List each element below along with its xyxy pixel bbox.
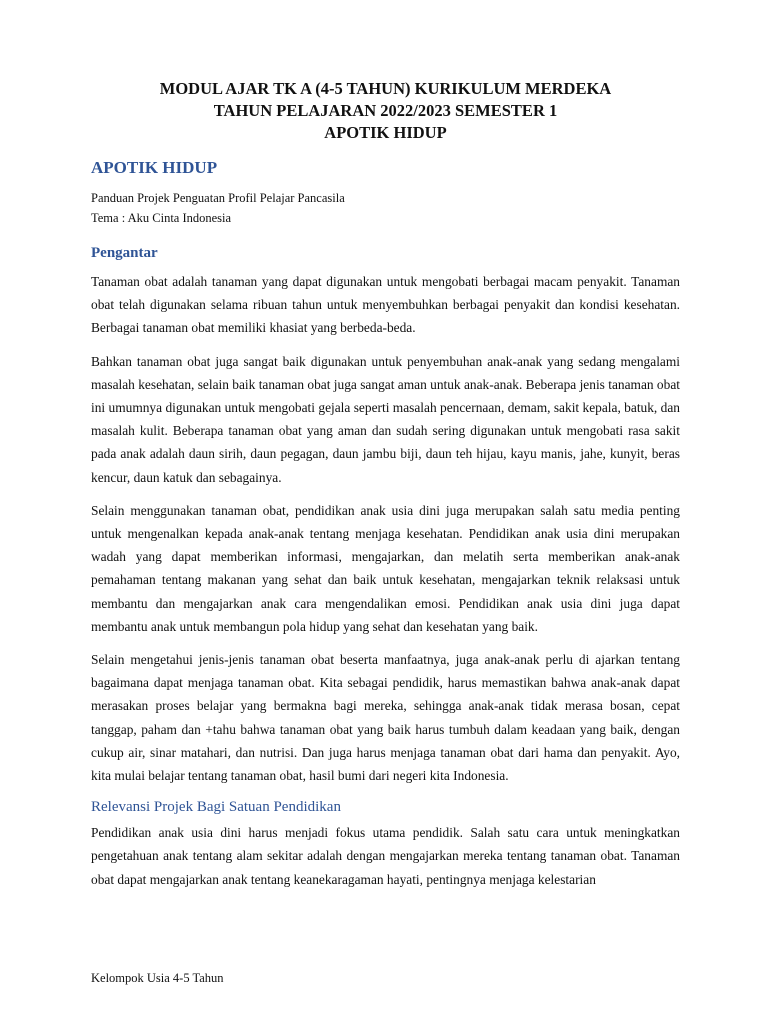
intro-paragraph-2: Bahkan tanaman obat juga sangat baik digunakan untuk penyembuhan anak-anak yang sedang mengalami masalah kesehatan, selain baik tanaman obat juga sangat aman untuk anak-anak. Beberapa jenis tanaman obat ini umumnya digunakan untuk mengobati gejala seperti masalah pencernaan, demam, sakit kepala, batuk, dan masalah kulit. Beberapa tanaman obat yang aman dan sudah sering digunakan untuk mengobati rasa sakit pada anak adalah daun sirih, daun pegagan, daun jambu biji, daun teh hijau, kayu manis, jahe, kunyit, beras kencur, daun katuk dan sebagainya. <box>91 353 680 485</box>
module-heading: APOTIK HIDUP <box>91 158 218 177</box>
document-title <box>91 78 680 144</box>
title-line-3: APOTIK HIDUP <box>324 123 447 142</box>
intro-paragraph-3: Selain menggunakan tanaman obat, pendidikan anak usia dini juga merupakan salah satu media penting untuk mengenalkan kepada anak-anak tentang menjaga kesehatan. Pendidikan anak usia dini merupakan wadah yang dapat memberikan informasi, mengajarkan, dan melatih serta memberikan anak-anak pemahaman tentang makanan yang sehat dan baik untuk kesehatan, mengajarkan teknik relaksasi untuk membantu dan mengajarkan anak cara mengendalikan emosi. Pendidikan anak usia dini juga dapat membantu anak untuk membangun pola hidup yang sehat dan kesehatan yang baik. <box>91 502 680 634</box>
intro-heading: Pengantar <box>91 245 158 261</box>
relevance-heading: Relevansi Projek Bagi Satuan Pendidikan <box>91 799 341 816</box>
intro-paragraph-1: Tanaman obat adalah tanaman yang dapat digunakan untuk mengobati berbagai macam penyakit. Tanaman obat telah digunakan selama ribuan tahun untuk menyembuhkan berbagai penyakit dan kondisi kesehatan. Berbagai tanaman obat memiliki khasiat yang berbeda-beda. <box>91 274 680 336</box>
intro-paragraph-4: Selain mengetahui jenis-jenis tanaman obat beserta manfaatnya, juga anak-anak perlu di ajarkan tentang bagaimana dapat menjaga tanaman obat. Kita sebagai pendidik, harus memastikan bahwa anak-anak dapat merasakan proses belajar yang bermakna bagi mereka, sehingga anak-anak tidak merasa bosan, cepat tanggap, paham dan +tahu bahwa tanaman obat yang baik harus tumbuh dalam keadaan yang baik, dengan cukup air, sinar matahari, dan nutrisi. Dan juga harus menjaga tanaman obat dari hama dan penyakit. Ayo, kita mulai belajar tentang tanaman obat, hasil bumi dari negeri kita Indonesia. <box>91 652 680 784</box>
relevance-paragraph: Pendidikan anak usia dini harus menjadi fokus utama pendidik. Salah satu cara untuk meningkatkan pengetahuan anak tentang alam sekitar adalah dengan mengajarkan mereka tentang tanaman obat. Tanaman obat dapat mengajarkan anak tentang keanekaragaman hayati, pentingnya menjaga kelestarian <box>91 825 680 887</box>
theme-line: Tema : Aku Cinta Indonesia <box>91 211 232 225</box>
guide-line: Panduan Projek Penguatan Profil Pelajar Pancasila <box>91 191 345 205</box>
page-footer: Kelompok Usia 4-5 Tahun <box>91 971 224 985</box>
title-line-1: MODUL AJAR TK A (4-5 TAHUN) KURIKULUM MERDEKA <box>159 79 612 98</box>
title-line-2: TAHUN PELAJARAN 2022/2023 SEMESTER 1 <box>213 101 558 120</box>
document-page <box>91 78 680 891</box>
